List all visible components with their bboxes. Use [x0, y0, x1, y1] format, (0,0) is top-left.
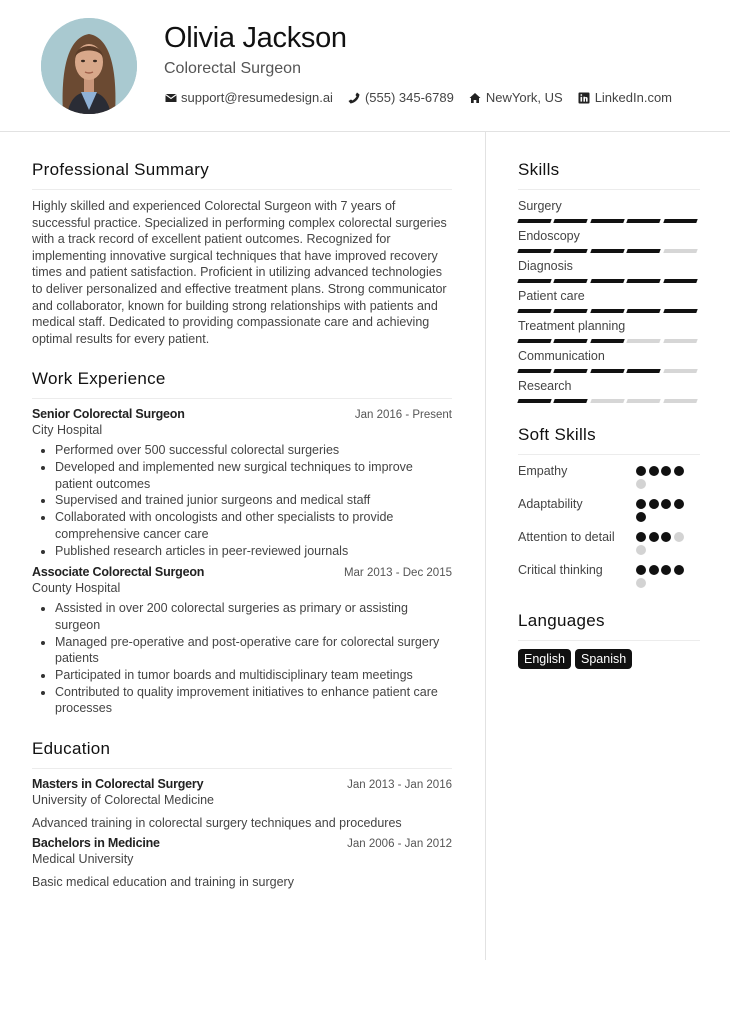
level-segment-filled: [663, 219, 697, 223]
level-segment-filled: [590, 369, 624, 373]
skill-name: Endoscopy: [518, 229, 580, 243]
education-dates: Jan 2013 - Jan 2016: [347, 779, 452, 792]
rating-dot-empty: [674, 532, 684, 542]
level-segment-filled: [554, 399, 588, 403]
contact-email[interactable]: [164, 90, 333, 105]
rating-dot-empty: [636, 578, 646, 588]
skill-name: Surgery: [518, 199, 562, 213]
skill-level-bar: [518, 279, 700, 283]
level-segment-filled: [590, 309, 624, 313]
level-segment-filled: [517, 339, 551, 343]
section-heading: Professional Summary: [32, 160, 452, 190]
skill-name: Treatment planning: [518, 319, 626, 333]
job-organization: County Hospital: [32, 581, 121, 596]
level-segment-filled: [517, 279, 551, 283]
skill-name: Diagnosis: [518, 259, 573, 273]
column-divider: [485, 132, 486, 960]
rating-dot-filled: [636, 466, 646, 476]
list-item: Supervised and trained junior surgeons and medical staff: [55, 492, 452, 509]
linkedin-icon: [578, 91, 591, 104]
contact-email-text: support@resumedesign.ai: [181, 90, 333, 105]
level-segment-filled: [517, 399, 551, 403]
language-chips: [518, 649, 700, 669]
skill-item: [518, 378, 700, 403]
skill-name: Communication: [518, 349, 605, 363]
level-segment-filled: [626, 369, 660, 373]
soft-skill-item: [518, 529, 700, 558]
level-segment-filled: [554, 249, 588, 253]
list-item: Performed over 500 successful colorectal surgeries: [55, 442, 452, 459]
soft-skill-item: [518, 463, 700, 492]
job-entry: [32, 565, 452, 717]
level-segment-filled: [590, 219, 624, 223]
soft-skills-list: [518, 463, 700, 591]
main-column: [32, 160, 452, 895]
soft-skills-section: [518, 425, 700, 591]
rating-dot-filled: [674, 499, 684, 509]
level-segment-empty: [663, 249, 697, 253]
level-segment-empty: [663, 369, 697, 373]
skills-section: [518, 160, 700, 403]
level-segment-filled: [517, 309, 551, 313]
soft-skill-rating: [636, 466, 688, 492]
skill-level-bar: [518, 399, 700, 403]
soft-skill-rating: [636, 499, 688, 525]
school-name: Medical University: [32, 852, 134, 867]
envelope-icon: [164, 91, 177, 104]
education-description: Basic medical education and training in surgery: [32, 875, 294, 890]
skill-name: Research: [518, 379, 572, 393]
contact-list: [164, 90, 687, 105]
education-entry: [32, 836, 452, 889]
work-experience-section: [32, 369, 452, 717]
skill-level-bar: [518, 339, 700, 343]
level-segment-filled: [554, 279, 588, 283]
skill-item: [518, 318, 700, 343]
rating-dot-filled: [661, 532, 671, 542]
job-dates: Jan 2016 - Present: [354, 409, 452, 422]
rating-dot-filled: [649, 466, 659, 476]
level-segment-filled: [554, 369, 588, 373]
profile-photo-image: [41, 18, 137, 114]
rating-dot-filled: [661, 565, 671, 575]
job-organization: City Hospital: [32, 423, 103, 438]
soft-skill-name: Empathy: [518, 464, 568, 478]
rating-dot-empty: [636, 479, 646, 489]
job-entry: [32, 407, 452, 559]
list-item: Assisted in over 200 colorectal surgeries as primary or assisting surgeon: [55, 600, 452, 633]
level-segment-filled: [554, 309, 588, 313]
section-heading: Languages: [518, 611, 700, 641]
education-section: [32, 739, 452, 889]
level-segment-empty: [626, 399, 660, 403]
level-segment-filled: [590, 339, 624, 343]
level-segment-filled: [663, 309, 697, 313]
skill-item: [518, 348, 700, 373]
soft-skill-name: Attention to detail: [518, 530, 615, 544]
rating-dot-filled: [649, 532, 659, 542]
soft-skill-rating: [636, 532, 688, 558]
level-segment-filled: [554, 339, 588, 343]
education-entry: [32, 777, 452, 830]
job-title: Senior Colorectal Surgeon: [32, 407, 185, 422]
candidate-name: Olivia Jackson: [164, 22, 347, 54]
soft-skill-rating: [636, 565, 688, 591]
section-heading: Education: [32, 739, 452, 769]
list-item: Developed and implemented new surgical techniques to improve patient outcomes: [55, 459, 452, 492]
language-chip: English: [518, 649, 571, 669]
job-bullets: [32, 600, 452, 717]
level-segment-filled: [590, 249, 624, 253]
level-segment-filled: [517, 369, 551, 373]
rating-dot-filled: [636, 512, 646, 522]
rating-dot-filled: [649, 565, 659, 575]
skill-name: Patient care: [518, 289, 585, 303]
rating-dot-filled: [649, 499, 659, 509]
level-segment-filled: [626, 309, 660, 313]
contact-linkedin-text: LinkedIn.com: [594, 90, 673, 105]
section-heading: Soft Skills: [518, 425, 700, 455]
sidebar-column: [518, 160, 700, 669]
level-segment-filled: [626, 219, 660, 223]
profile-photo: [41, 18, 137, 114]
skill-item: [518, 198, 700, 223]
level-segment-empty: [590, 399, 624, 403]
list-item: Published research articles in peer-reviewed journals: [55, 543, 452, 560]
level-segment-filled: [554, 219, 588, 223]
skill-item: [518, 228, 700, 253]
rating-dot-filled: [661, 499, 671, 509]
resume-header: [0, 0, 730, 132]
skill-level-bar: [518, 369, 700, 373]
rating-dot-filled: [661, 466, 671, 476]
rating-dot-filled: [636, 565, 646, 575]
summary-text: Highly skilled and experienced Colorectal Surgeon with 7 years of successful practice. Specialized in performing complex colorectal surgeries with a track record of excellent patient outcomes. Recognized for implementing innovative surgical techniques that have improved recovery times and patient satisfaction. Proficient in utilizing advanced technologies to deliver personalized and effective treatment plans. Strong communicator and collaborator, known for building strong relationships with patients and medical staff. Dedicated to providing compassionate care and achieving optimal results for every patient.: [32, 199, 447, 346]
contact-location-text: NewYork, US: [485, 90, 563, 105]
level-segment-filled: [626, 279, 660, 283]
list-item: Managed pre-operative and post-operative care for colorectal surgery patients: [55, 634, 452, 667]
level-segment-empty: [663, 339, 697, 343]
skills-list: [518, 198, 700, 403]
languages-section: [518, 611, 700, 669]
candidate-title: Colorectal Surgeon: [164, 60, 301, 77]
skill-level-bar: [518, 219, 700, 223]
rating-dot-filled: [674, 565, 684, 575]
level-segment-filled: [517, 249, 551, 253]
rating-dot-empty: [636, 545, 646, 555]
skill-item: [518, 258, 700, 283]
contact-location: [469, 90, 563, 105]
skill-level-bar: [518, 309, 700, 313]
home-icon: [469, 91, 482, 104]
section-heading: Skills: [518, 160, 700, 190]
section-heading: Work Experience: [32, 369, 452, 399]
education-description: Advanced training in colorectal surgery techniques and procedures: [32, 816, 402, 831]
level-segment-filled: [590, 279, 624, 283]
skill-level-bar: [518, 249, 700, 253]
list-item: Collaborated with oncologists and other specialists to provide comprehensive cancer care: [55, 509, 452, 542]
professional-summary-section: [32, 160, 452, 347]
phone-icon: [348, 91, 361, 104]
contact-phone-text: (555) 345-6789: [364, 90, 454, 105]
level-segment-filled: [663, 279, 697, 283]
contact-phone[interactable]: [348, 90, 454, 105]
list-item: Participated in tumor boards and multidisciplinary team meetings: [55, 667, 452, 684]
job-bullets: [32, 442, 452, 559]
degree-title: Bachelors in Medicine: [32, 836, 160, 851]
level-segment-filled: [626, 249, 660, 253]
job-title: Associate Colorectal Surgeon: [32, 565, 205, 580]
school-name: University of Colorectal Medicine: [32, 793, 215, 808]
education-dates: Jan 2006 - Jan 2012: [347, 838, 452, 851]
level-segment-empty: [663, 399, 697, 403]
degree-title: Masters in Colorectal Surgery: [32, 777, 204, 792]
contact-linkedin[interactable]: [578, 90, 672, 105]
soft-skill-name: Adaptability: [518, 497, 583, 511]
list-item: Contributed to quality improvement initiatives to enhance patient care processes: [55, 684, 452, 717]
soft-skill-name: Critical thinking: [518, 563, 603, 577]
job-dates: Mar 2013 - Dec 2015: [343, 567, 452, 580]
rating-dot-filled: [636, 499, 646, 509]
skill-item: [518, 288, 700, 313]
level-segment-empty: [626, 339, 660, 343]
soft-skill-item: [518, 562, 700, 591]
soft-skill-item: [518, 496, 700, 525]
rating-dot-filled: [636, 532, 646, 542]
rating-dot-filled: [674, 466, 684, 476]
language-chip: Spanish: [575, 649, 632, 669]
level-segment-filled: [517, 219, 551, 223]
